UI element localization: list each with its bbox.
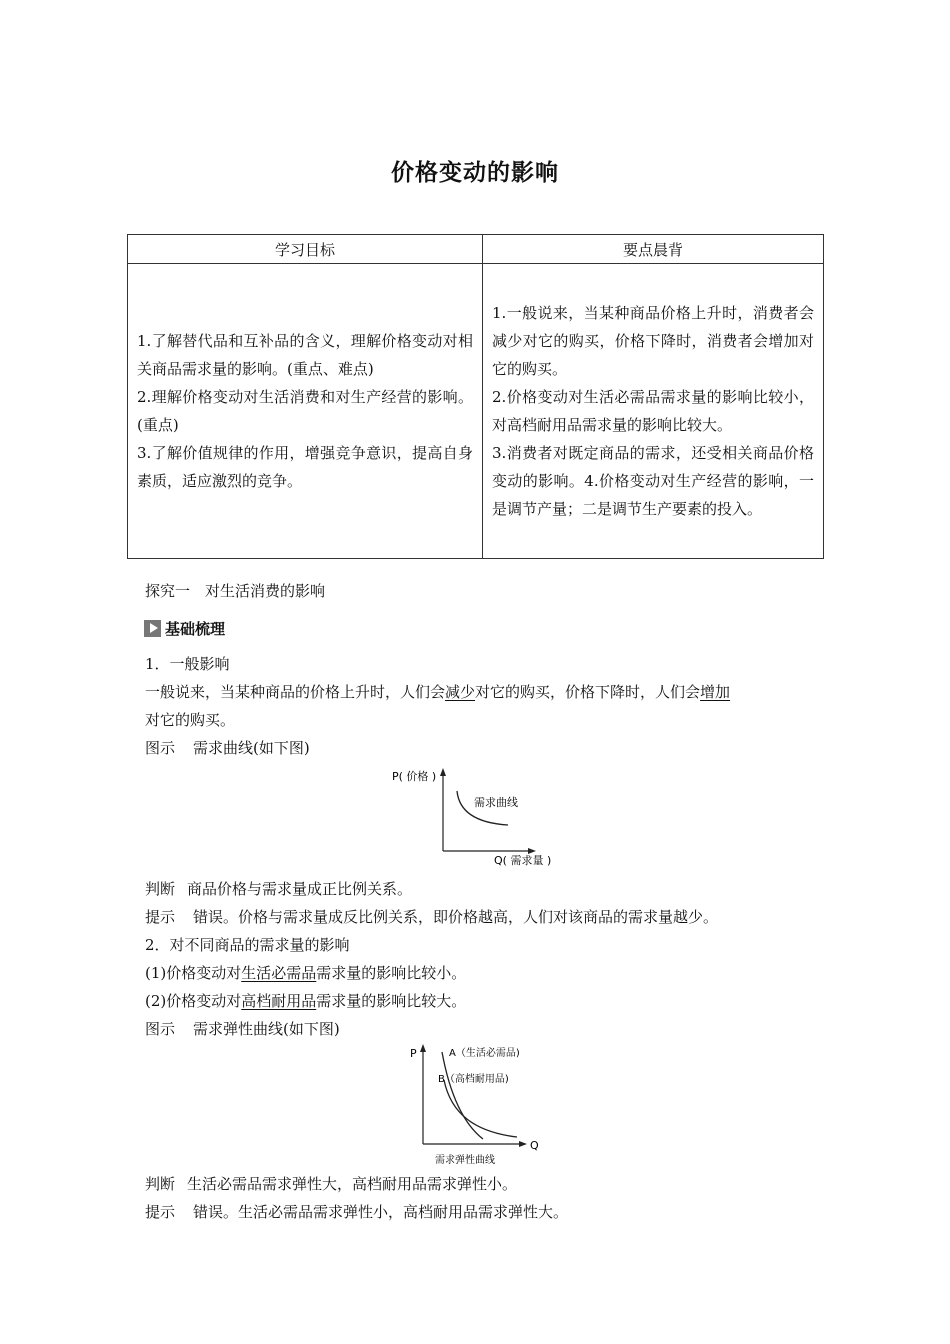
judgement-2	[145, 1173, 517, 1194]
hint-text: 错误。生活必需品需求弹性小，高档耐用品需求弹性大。	[193, 1203, 569, 1221]
point-necessities	[145, 962, 466, 983]
subsection-title-2: 2．对不同商品的需求量的影响	[145, 936, 350, 954]
judgement-text: 生活必需品需求弹性大，高档耐用品需求弹性小。	[187, 1175, 518, 1193]
point-durables	[145, 990, 466, 1011]
x-axis-arrow	[519, 1141, 527, 1147]
page-title: 价格变动的影响	[391, 160, 559, 186]
objectives-table	[127, 234, 824, 559]
demand-curve-figure	[390, 765, 570, 870]
hint-label: 提示	[145, 1203, 176, 1221]
section-heading: 探究一 对生活消费的影响	[145, 582, 326, 600]
header-key-points: 要点晨背	[483, 235, 824, 264]
figure-caption: 需求弹性曲线	[435, 1155, 495, 1166]
curve-b-durables	[444, 1080, 517, 1137]
curve-label: 需求曲线	[474, 796, 518, 809]
figure-caption-text: 需求弹性曲线(如下图)	[193, 1020, 340, 1038]
x-axis-label: Q( 需求量 )	[494, 854, 552, 867]
hint-1	[145, 906, 718, 927]
y-axis-label: P( 价格 )	[392, 770, 437, 783]
paragraph-continuation: 对它的购买。	[145, 711, 236, 729]
paragraph-general-effect	[145, 681, 730, 702]
header-learning-goals: 学习目标	[128, 235, 483, 264]
figure-caption-2	[145, 1018, 340, 1039]
hint-label: 提示	[145, 908, 176, 926]
figure-caption-1	[145, 737, 310, 758]
x-axis-label: Q	[530, 1139, 539, 1152]
fill-blank-answer: 增加	[700, 683, 731, 701]
judgement-label: 判断	[145, 880, 176, 898]
fill-blank-answer: 生活必需品	[241, 964, 317, 982]
basic-review-badge	[144, 618, 225, 638]
play-triangle-icon	[144, 620, 161, 637]
text-segment: 需求量的影响比较大。	[316, 992, 467, 1010]
curve-b-label: B（高档耐用品)	[438, 1074, 509, 1085]
badge-label: 基础梳理	[165, 619, 226, 638]
key-points-cell: 1.一般说来，当某种商品价格上升时，消费者会减少对它的购买，价格下降时，消费者会增加对它的购买。 2.价格变动对生活必需品需求量的影响比较小，对高档耐用品需求量的影响比较大。 3.消费者对既定商品的需求，还受相关商品价格变动的影响。4.价格变动对生产经营的影响，一是调节产量；二是调节生产要素的投入。	[483, 264, 824, 559]
learning-goals-cell: 1.了解替代品和互补品的含义，理解价格变动对相关商品需求量的影响。(重点、难点) 2.理解价格变动对生活消费和对生产经营的影响。(重点) 3.了解价值规律的作用，增强竞争意识，提高自身素质，适应激烈的竞争。	[128, 264, 483, 559]
curve-a-label: A（生活必需品)	[449, 1048, 520, 1059]
figure-caption-text: 需求曲线(如下图)	[193, 739, 310, 757]
hint-text: 错误。价格与需求量成反比例关系，即价格越高，人们对该商品的需求量越少。	[193, 908, 719, 926]
elasticity-curve-figure	[405, 1040, 555, 1170]
text-segment: (2)价格变动对	[145, 992, 242, 1010]
y-axis-arrow	[440, 768, 446, 776]
text-segment: 需求量的影响比较小。	[316, 964, 467, 982]
judgement-text: 商品价格与需求量成正比例关系。	[187, 880, 413, 898]
fill-blank-answer: 减少	[445, 683, 476, 701]
text-segment: (1)价格变动对	[145, 964, 242, 982]
hint-2	[145, 1201, 568, 1222]
figure-label: 图示	[145, 1020, 176, 1038]
figure-label: 图示	[145, 739, 176, 757]
text-segment: 一般说来，当某种商品的价格上升时，人们会	[145, 683, 446, 701]
y-axis-arrow	[420, 1044, 426, 1052]
fill-blank-answer: 高档耐用品	[241, 992, 317, 1010]
subsection-title-1: 1．一般影响	[145, 655, 230, 673]
text-segment: 对它的购买，价格下降时，人们会	[475, 683, 701, 701]
judgement-1	[145, 878, 412, 899]
y-axis-label: P	[410, 1047, 417, 1060]
judgement-label: 判断	[145, 1175, 176, 1193]
